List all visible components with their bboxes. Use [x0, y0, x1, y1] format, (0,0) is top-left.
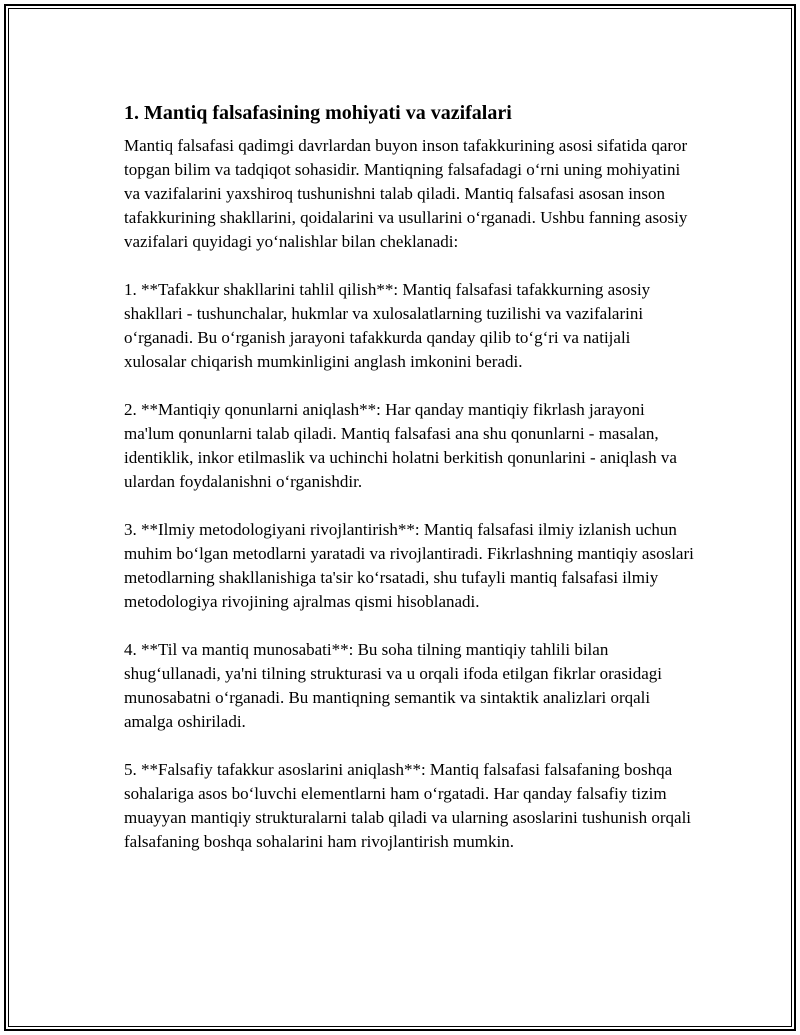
- list-item-1: 1. **Tafakkur shakllarini tahlil qilish**: Mantiq falsafasi tafakkurning asosiy shakllari - tushunchalar, hukmlar va xulosalatlarning tuzilishi va vazifalarini o‘rganadi. Bu o‘rganish jarayoni tafakkurda qanday qilib to‘g‘ri va natijali xulosalar chiqarish mumkinligini anglash imkonini beradi.: [124, 280, 651, 371]
- list-item-3: 3. **Ilmiy metodologiyani rivojlantirish**: Mantiq falsafasi ilmiy izlanish uchun muhim bo‘lgan metodlarni yaratadi va rivojlantiradi. Fikrlashning mantiqiy asoslari metodlarning shakllanishiga ta'sir ko‘rsatadi, shu tufayli mantiq falsafasi ilmiy metodologiya rivojining ajralmas qismi hisoblanadi.: [124, 520, 694, 611]
- intro-paragraph: Mantiq falsafasi qadimgi davrlardan buyon inson tafakkurining asosi sifatida qaror topgan bilim va tadqiqot sohasidir. Mantiqning falsafadagi o‘rni uning mohiyatini va vazifalarini yaxshiroq tushunishni talab qiladi. Mantiq falsafasi asosan inson tafakkurining shakllarini, qoidalarini va usullarini o‘rganadi. Ushbu fanning asosiy vazifalari quyidagi yo‘nalishlar bilan cheklanadi:: [124, 136, 688, 251]
- list-item-5: 5. **Falsafiy tafakkur asoslarini aniqlash**: Mantiq falsafasi falsafaning boshqa sohalariga asos bo‘luvchi elementlarni ham o‘rgatadi. Har qanday falsafiy tizim muayyan mantiqiy strukturalarni talab qiladi va ularning asoslarini tushunish orqali falsafaning boshqa sohalarini ham rivojlantirish mumkin.: [124, 760, 692, 851]
- list-item-4: 4. **Til va mantiq munosabati**: Bu soha tilning mantiqiy tahlili bilan shug‘ullanadi, ya'ni tilning strukturasi va u orqali ifoda etilgan fikrlar orasidagi munosabatni o‘rganadi. Bu mantiqning semantik va sintaktik analizlari orqali amalga oshiriladi.: [124, 640, 662, 731]
- document-body: [124, 100, 694, 878]
- section-heading: 1. Mantiq falsafasining mohiyati va vazifalari: [124, 102, 512, 124]
- list-item-2: 2. **Mantiqiy qonunlarni aniqlash**: Har qanday mantiqiy fikrlash jarayoni ma'lum qonunlarni talab qiladi. Mantiq falsafasi ana shu qonunlarni - masalan, identiklik, inkor etilmaslik va uchinchi holatni berkitish qonunlarini - aniqlash va ulardan foydalanishni o‘rganishdir.: [124, 400, 677, 491]
- page-frame: [4, 4, 796, 1031]
